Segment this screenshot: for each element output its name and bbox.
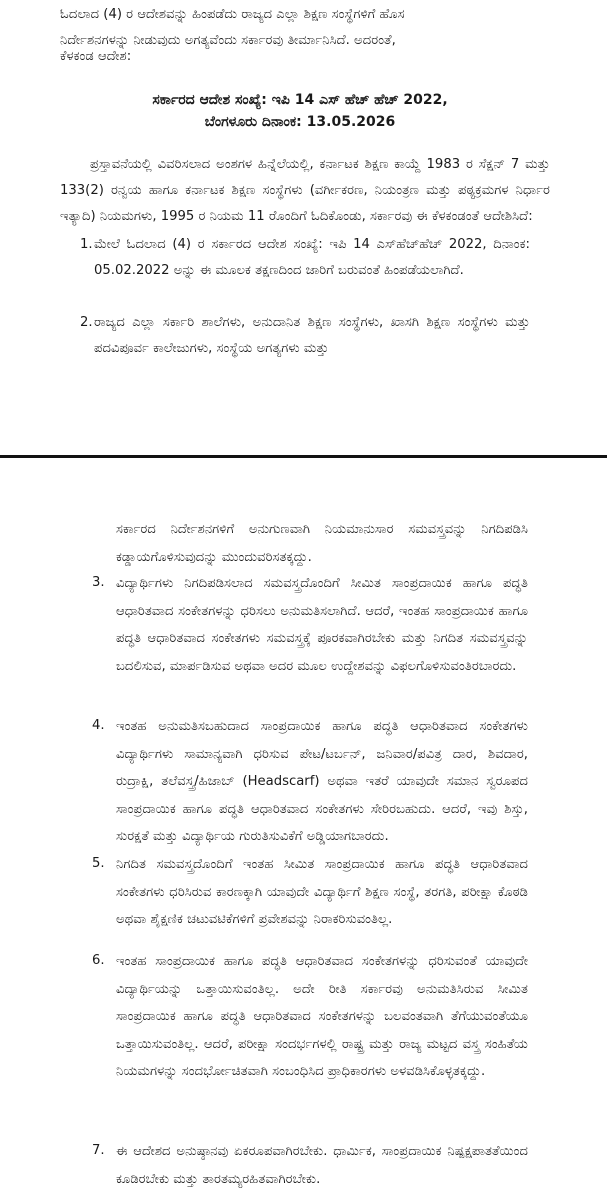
order-number: ಸರ್ಕಾರದ ಆದೇಶ ಸಂಖ್ಯೆ: ಇಪಿ 14 ಎಸ್ ಹೆಚ್ ಹೆಚ್ 2022, xyxy=(152,92,448,108)
item-2-continuation: ಸರ್ಕಾರದ ನಿರ್ದೇಶನಗಳಿಗೆ ಅನುಗುಣವಾಗಿ ನಿಯಮಾನುಸಾರ ಸಮವಸ್ತ್ರವನ್ನು ನಿಗದಿಪಡಿಸಿ ಕಡ್ಡಾಯಗೊಳಿಸುವುದನ್ನು ಮುಂದುವರಿಸತಕ್ಕದ್ದು. xyxy=(116,522,528,565)
item-7-text: ಈ ಆದೇಶದ ಅನುಷ್ಠಾನವು ಏಕರೂಪವಾಗಿರಬೇಕು. ಧಾರ್ಮಿಕ, ಸಾಂಪ್ರದಾಯಿಕ ನಿಷ್ಪಕ್ಷಪಾತತೆಯಿಂದ ಕೂಡಿರಬೇಕು ಮತ್ತು ತಾರತಮ್ಯರಹಿತವಾಗಿರಬೇಕು. xyxy=(116,1144,528,1187)
item-6-text: ಇಂತಹ ಸಾಂಪ್ರದಾಯಿಕ ಹಾಗೂ ಪದ್ಧತಿ ಆಧಾರಿತವಾದ ಸಂಕೇತಗಳನ್ನು ಧರಿಸುವಂತೆ ಯಾವುದೇ ವಿದ್ಯಾರ್ಥಿಯನ್ನು ಒತ್ತಾಯಿಸುವಂತಿಲ್ಲ. ಅದೇ ರೀತಿ ಸರ್ಕಾರವು ಅನುಮತಿಸಿರುವ ಸೀಮಿತ ಸಾಂಪ್ರದಾಯಿಕ ಹಾಗೂ ಪದ್ಧತಿ ಆಧಾರಿತವಾದ ಸಂಕೇತಗಳನ್ನು ಬಲವಂತವಾಗಿ ತೆಗೆಯುವಂತೆಯೂ ಒತ್ತಾಯಿಸುವಂತಿಲ್ಲ. ಆದರೆ, ಪರೀಕ್ಷಾ ಸಂದರ್ಭಗಳಲ್ಲಿ ರಾಷ್ಟ್ರ ಮತ್ತು ರಾಜ್ಯ ಮಟ್ಟದ ವಸ್ತ್ರ ಸಂಹಿತೆಯ ನಿಯಮಗಳನ್ನು ಸಂದರ್ಭೋಚಿತವಾಗಿ ಸಂಬಂಧಿಸಿದ ಪ್ರಾಧಿಕಾರಗಳು ಅಳವಡಿಸಿಕೊಳ್ಳತಕ್ಕದ್ದು. xyxy=(116,954,528,1079)
item-2-number: 2. xyxy=(80,315,93,330)
item-1-text: ಮೇಲೆ ಓದಲಾದ (4) ರ ಸರ್ಕಾರದ ಆದೇಶ ಸಂಖ್ಯೆ: ಇಪಿ 14 ಎಸ್‌ಹೆಚ್‌ಹೆಚ್ 2022, ದಿನಾಂಕ: 05.02.2022 ಅನ್ನು ಈ ಮೂಲಕ ತಕ್ಷಣದಿಂದ ಜಾರಿಗೆ ಬರುವಂತೆ ಹಿಂಪಡೆಯಲಾಗಿದೆ. xyxy=(94,237,530,278)
intro-line-3: ಕೆಳಕಂಡ ಆದೇಶ: xyxy=(60,49,132,64)
item-4-number: 4. xyxy=(92,718,105,733)
intro-line-2: ನಿರ್ದೇಶನಗಳನ್ನು ನೀಡುವುದು ಅಗತ್ಯವೆಂದು ಸರ್ಕಾರವು ತೀರ್ಮಾನಿಸಿದೆ. ಅದರಂತೆ, xyxy=(60,33,396,48)
item-6-number: 6. xyxy=(92,953,105,968)
item-1-number: 1. xyxy=(80,237,93,252)
item-3-number: 3. xyxy=(92,575,105,590)
item-4-text: ಇಂತಹ ಅನುಮತಿಸಬಹುದಾದ ಸಾಂಪ್ರದಾಯಿಕ ಹಾಗೂ ಪದ್ಧತಿ ಆಧಾರಿತವಾದ ಸಂಕೇತಗಳು ವಿದ್ಯಾರ್ಥಿಗಳು ಸಾಮಾನ್ಯವಾಗಿ ಧರಿಸುವ ಪೇಟ/ಟರ್ಬನ್, ಜನಿವಾರ/ಪವಿತ್ರ ದಾರ, ಶಿವದಾರ, ರುದ್ರಾಕ್ಷಿ, ತಲೆವಸ್ತ್ರ/ಹಿಜಾಬ್ (Headscarf) ಅಥವಾ ಇತರೆ ಯಾವುದೇ ಸಮಾನ ಸ್ವರೂಪದ ಸಾಂಪ್ರದಾಯಿಕ ಹಾಗೂ ಪದ್ಧತಿ ಆಧಾರಿತವಾದ ಸಂಕೇತಗಳು ಸೇರಿರಬಹುದು. ಆದರೆ, ಇವು ಶಿಸ್ತು, ಸುರಕ್ಷತೆ ಮತ್ತು ವಿದ್ಯಾರ್ಥಿಯ ಗುರುತಿಸುವಿಕೆಗೆ ಅಡ್ಡಿಯಾಗಬಾರದು. xyxy=(116,719,528,844)
item-3-text: ವಿದ್ಯಾರ್ಥಿಗಳು ನಿಗದಿಪಡಿಸಲಾದ ಸಮವಸ್ತ್ರದೊಂದಿಗೆ ಸೀಮಿತ ಸಾಂಪ್ರದಾಯಿಕ ಹಾಗೂ ಪದ್ಧತಿ ಆಧಾರಿತವಾದ ಸಂಕೇತಗಳನ್ನು ಧರಿಸಲು ಅನುಮತಿಸಲಾಗಿದೆ. ಆದರೆ, ಇಂತಹ ಸಾಂಪ್ರದಾಯಿಕ ಹಾಗೂ ಪದ್ಧತಿ ಆಧಾರಿತವಾದ ಸಂಕೇತಗಳು ಸಮವಸ್ತ್ರಕ್ಕೆ ಪೂರಕವಾಗಿರಬೇಕು ಮತ್ತು ನಿಗದಿತ ಸಮವಸ್ತ್ರವನ್ನು ಬದಲಿಸುವ, ಮಾರ್ಪಡಿಸುವ ಅಥವಾ ಅದರ ಮೂಲ ಉದ್ದೇಶವನ್ನು ವಿಫಲಗೊಳಿಸುವಂತಿರಬಾರದು. xyxy=(116,576,528,674)
document-page-2 xyxy=(0,458,607,1200)
item-2-text: ರಾಜ್ಯದ ಎಲ್ಲಾ ಸರ್ಕಾರಿ ಶಾಲೆಗಳು, ಅನುದಾನಿತ ಶಿಕ್ಷಣ ಸಂಸ್ಥೆಗಳು, ಖಾಸಗಿ ಶಿಕ್ಷಣ ಸಂಸ್ಥೆಗಳು ಮತ್ತು ಪದವಿಪೂರ್ವ ಕಾಲೇಜುಗಳು, ಸಂಸ್ಥೆಯ ಅಗತ್ಯಗಳು ಮತ್ತು xyxy=(94,315,530,356)
item-5-number: 5. xyxy=(92,856,105,871)
preamble-paragraph: ಪ್ರಸ್ತಾವನೆಯಲ್ಲಿ ವಿವರಿಸಲಾದ ಅಂಶಗಳ ಹಿನ್ನೆಲೆಯಲ್ಲಿ, ಕರ್ನಾಟಕ ಶಿಕ್ಷಣ ಕಾಯ್ದೆ 1983 ರ ಸೆಕ್ಷನ್ 7 ಮತ್ತು 133(2) ರನ್ವಯ ಹಾಗೂ ಕರ್ನಾಟಕ ಶಿಕ್ಷಣ ಸಂಸ್ಥೆಗಳು (ವರ್ಗೀಕರಣ, ನಿಯಂತ್ರಣ ಮತ್ತು ಪಠ್ಯಕ್ರಮಗಳ ನಿರ್ಧಾರ ಇತ್ಯಾದಿ) ನಿಯಮಗಳು, 1995 ರ ನಿಯಮ 11 ರೊಂದಿಗೆ ಓದಿಕೊಂಡು, ಸರ್ಕಾರವು ಈ ಕೆಳಕಂಡಂತೆ ಆದೇಶಿಸಿದೆ: xyxy=(60,157,550,224)
order-place-date: ಬೆಂಗಳೂರು ದಿನಾಂಕ: 13.05.2026 xyxy=(204,114,396,130)
item-5-text: ನಿಗದಿತ ಸಮವಸ್ತ್ರದೊಂದಿಗೆ ಇಂತಹ ಸೀಮಿತ ಸಾಂಪ್ರದಾಯಿಕ ಹಾಗೂ ಪದ್ಧತಿ ಆಧಾರಿತವಾದ ಸಂಕೇತಗಳು ಧರಿಸಿರುವ ಕಾರಣಕ್ಕಾಗಿ ಯಾವುದೇ ವಿದ್ಯಾರ್ಥಿಗೆ ಶಿಕ್ಷಣ ಸಂಸ್ಥೆ, ತರಗತಿ, ಪರೀಕ್ಷಾ ಕೊಠಡಿ ಅಥವಾ ಶೈಕ್ಷಣಿಕ ಚಟುವಟಿಕೆಗಳಿಗೆ ಪ್ರವೇಶವನ್ನು ನಿರಾಕರಿಸುವಂತಿಲ್ಲ. xyxy=(116,857,528,927)
intro-line-1: ಓದಲಾದ (4) ರ ಆದೇಶವನ್ನು ಹಿಂಪಡೆದು ರಾಜ್ಯದ ಎಲ್ಲಾ ಶಿಕ್ಷಣ ಸಂಸ್ಥೆಗಳಿಗೆ ಹೊಸ xyxy=(60,7,405,22)
item-7-number: 7. xyxy=(92,1143,105,1158)
document-page-1 xyxy=(0,0,607,455)
